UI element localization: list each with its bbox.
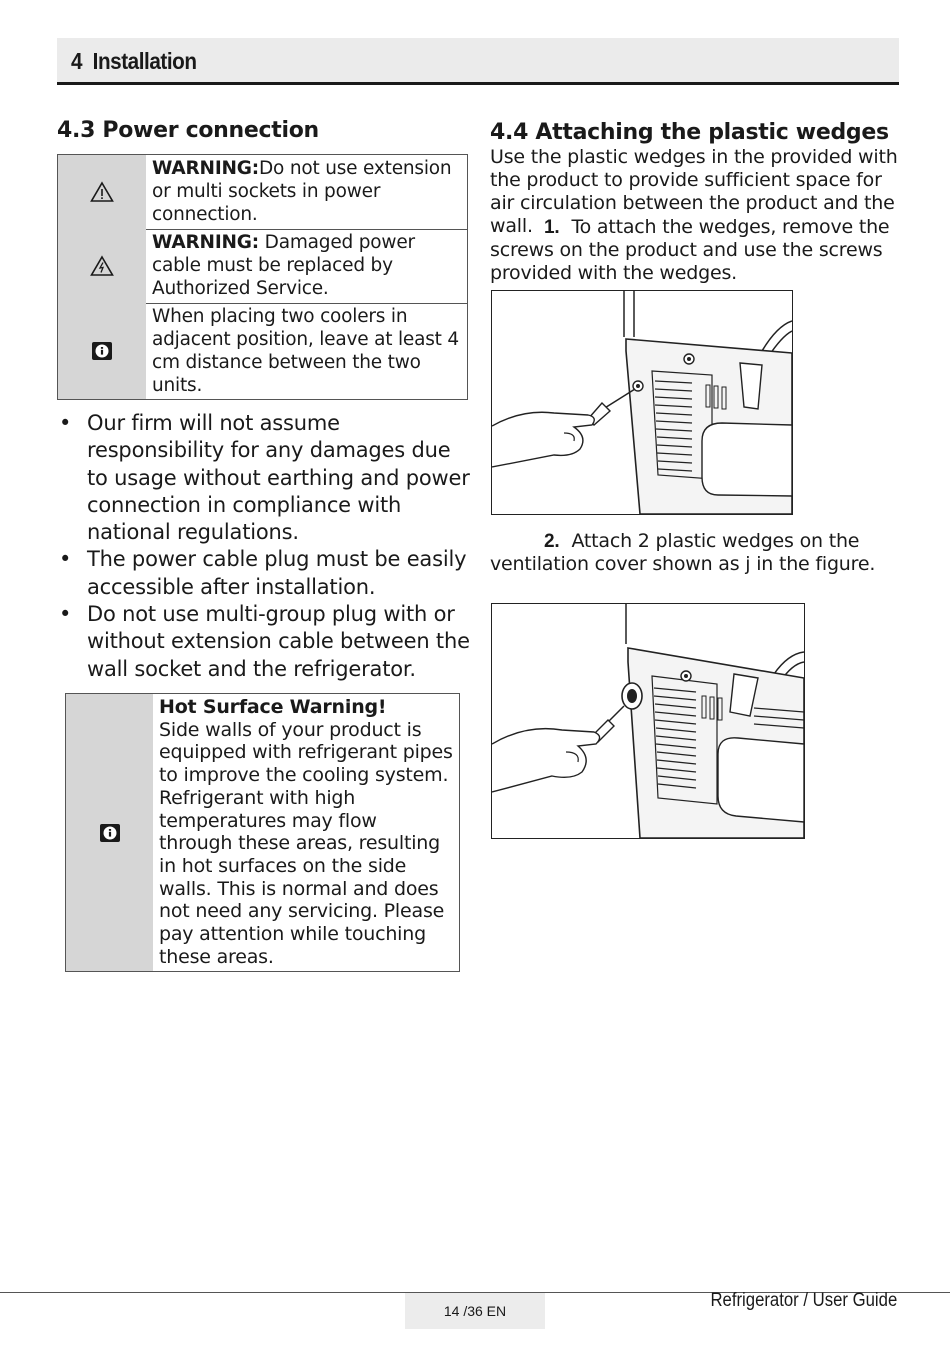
warning-text: WARNING: Damaged power cable must be replaced by Authorized Service. [152,232,415,299]
list-item: • The power cable plug must be easily accessible after installation. [59,547,467,599]
info-text: When placing two coolers in adjacent position, leave at least 4 cm distance between the two units. [152,306,459,396]
step-1: 1. To attach the wedges, remove the screws on the product and use the screws provided with the wedges. [490,216,890,284]
page-number: 14 /36 EN [405,1293,545,1329]
warning-text: WARNING:Do not use extension or multi sockets in power connection. [152,158,452,225]
hot-surface-title: Hot Surface Warning! [159,696,387,718]
warning-row-extension [58,155,467,230]
figure-attach-wedges [491,603,805,839]
chapter-title: 4 Installation [71,48,197,74]
page-header [57,38,899,85]
document-title: Refrigerator / User Guide [710,1290,897,1311]
warning-triangle-icon [58,155,146,229]
wedges-intro: Use the plastic wedges in the provided with the product to provide sufficient space for air circulation between the product and the wall. [490,146,898,237]
electric-warning-icon [58,229,146,303]
warning-row-cable [58,229,467,304]
hot-surface-text: Hot Surface Warning! Side walls of your product is equipped with refrigerant pipes to improve the cooling system. Refrigerant with high temperatures may flow through these areas, resulting in hot surfaces on the side walls. This is normal and does not need any servicing. Please pay attention while touching these areas. [159,696,455,968]
safety-bullet-list [57,410,477,683]
hot-surface-warning-box [65,693,460,972]
section-title-power-connection: 4.3 Power connection [57,118,319,143]
warning-table [57,154,468,400]
info-icon [66,694,153,971]
figure-remove-screws [491,290,793,515]
section-title-plastic-wedges: 4.4 Attaching the plastic wedges [490,120,889,145]
info-icon [58,303,146,399]
list-item: • Do not use multi-group plug with or without extension cable between the wall socket and the refrigerator. [59,602,470,681]
list-item: • Our firm will not assume responsibility for any damages due to usage without earthing and power connection in compliance with national regulations. [59,411,470,545]
info-row-coolers [58,303,467,399]
step-2: 2. Attach 2 plastic wedges on the ventilation cover shown as j in the figure. [490,530,876,575]
